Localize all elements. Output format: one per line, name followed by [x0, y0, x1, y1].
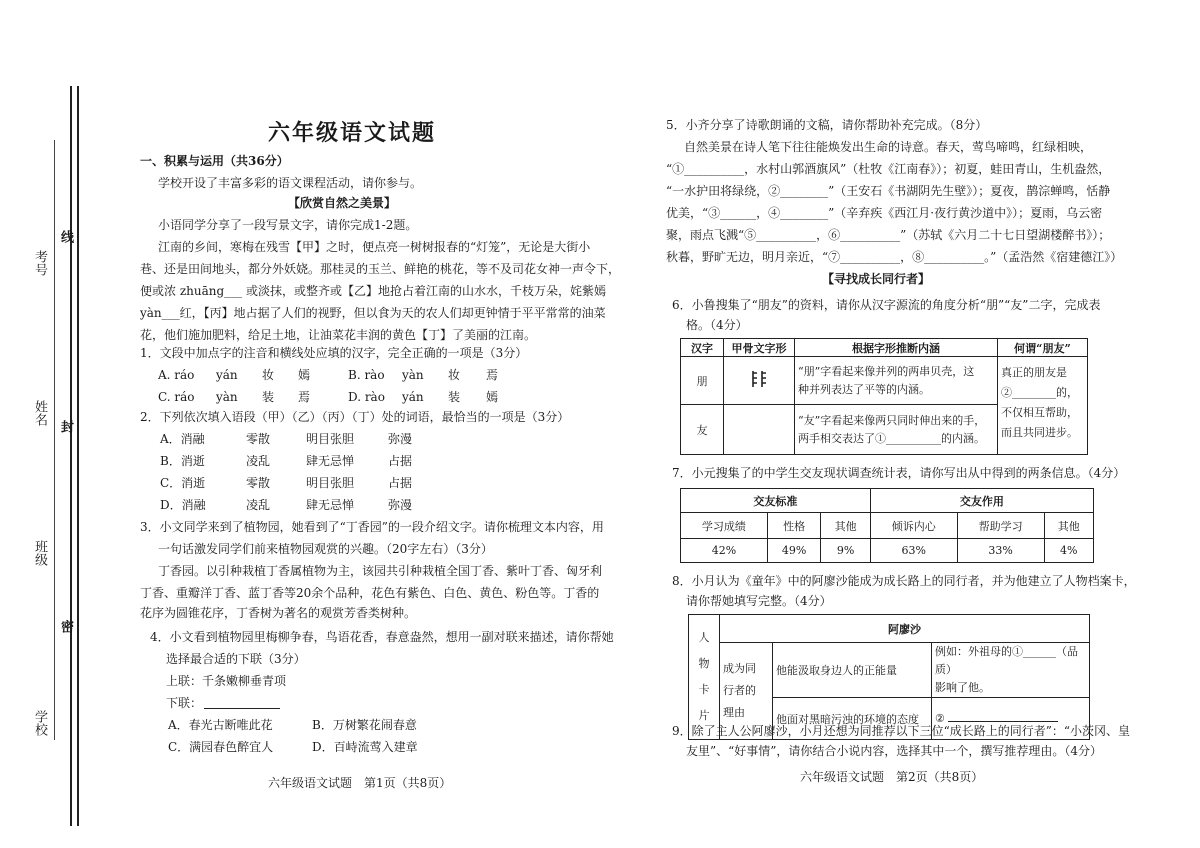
- q7-value: 42%: [681, 539, 768, 563]
- q5-line: “①__________，水村山郭酒旗风”（杜牧《江南春》）；初夏，蛙田青山，生机盎然，: [666, 162, 1111, 176]
- q8-card-table: [688, 614, 1090, 740]
- page-title: 六年级语文试题: [268, 120, 437, 146]
- binding-dashed-line: [54, 140, 55, 740]
- q5-line: 优美，“③______，④________”（辛弃疾《西江月·夜行黄沙道中》）；夏雨，乌云密: [666, 206, 1103, 220]
- q2-option-a-3: 明目张胆: [306, 432, 355, 446]
- q8-card-label-char: 卡: [698, 683, 710, 696]
- q7-group-function: 交友作用: [870, 489, 1093, 513]
- q3-text-line: 丁香、重瓣洋丁香、蓝丁香等20余个品种，花色有紫色、白色、黄色、粉色等。丁香的: [140, 586, 600, 600]
- q8-reason-label-line: 成为同: [723, 662, 756, 675]
- q5-stem: 5．小齐分享了诗歌朗诵的文稿，请你帮助补充完成。（8分）: [666, 118, 988, 132]
- q5-line: 聚，雨点飞溅“⑤__________，⑥__________”（苏轼《六月二十七日望湖楼醉书》）；: [666, 228, 1111, 242]
- q2-option-c-3: 明目张胆: [306, 476, 355, 490]
- q2-option-b-2: 凌乱: [246, 454, 271, 468]
- q7-header: 性格: [767, 513, 821, 539]
- binding-label-class: 班级: [32, 540, 47, 566]
- q8-reason-1: 他能汲取身边人的正能量: [773, 643, 932, 698]
- q1-option-b-4: 焉: [486, 368, 499, 382]
- q6-table: [680, 338, 1088, 455]
- q3-text-line: 花序为圆锥花序，丁香树为著名的观赏芳香类树种。: [140, 606, 417, 620]
- q8-answer-2-marker: ②: [935, 712, 945, 725]
- q9-line: 友里”、“好事情”，请你结合小说内容，选择其中一个，撰写推荐理由。（4分）: [686, 744, 1103, 758]
- q4-lower-couplet-label: 下联：: [166, 696, 203, 710]
- passage-lead: 小语同学分享了一段写景文字，请你完成1-2题。: [158, 218, 418, 232]
- passage-line: 江南的乡间，寒梅在残雪【甲】之时，便点亮一树树报春的“灯笼”，无论是大街小: [158, 240, 591, 254]
- q5-line: 秋暮，野旷无边，明月亲近，“⑦__________，⑧__________。”（孟浩然《宿建德江》）: [666, 250, 1123, 264]
- q2-option-a-4: 弥漫: [388, 432, 413, 446]
- q4-stem-line: 选择最合适的下联（3分）: [166, 652, 306, 666]
- page2-footer: 六年级语文试题 第2页（共8页）: [800, 770, 984, 784]
- q3-stem-line: 3．小文同学来到了植物园，她看到了“丁香园”的一段介绍文字。请你梳理文本内容，用: [140, 520, 604, 534]
- q1-option-a-3: 妆: [262, 368, 275, 382]
- q8-character-name: 阿廖沙: [720, 615, 1090, 643]
- q4-stem-line: 4．小文看到植物园里梅柳争春，鸟语花香，春意盎然，想用一副对联来描述，请你帮她: [150, 630, 614, 644]
- q3-stem-line: 一句话激发同学们前来植物园观赏的兴趣。（20字左右）（3分）: [158, 542, 493, 556]
- section1-intro: 学校开设了丰富多彩的语文课程活动，请你参与。: [158, 176, 423, 190]
- q2-option-a-1[interactable]: A．消融: [160, 432, 205, 446]
- oracle-peng-glyph-icon: [749, 368, 769, 390]
- q4-upper-couplet: 上联：千条嫩柳垂青项: [166, 674, 287, 688]
- q4-option-a[interactable]: A．春光古断唯此花: [168, 718, 273, 732]
- q6-meaning-line: 种并列表达了平等的内涵。: [798, 382, 930, 396]
- seal-mark-seal: 封: [58, 420, 73, 433]
- q7-stem: 7．小元搜集了的中学生交友现状调查统计表，请你写出从中得到的两条信息。（4分）: [672, 466, 1126, 480]
- q9-line: 9．除了主人公阿廖沙，小月还想为同推荐以下三位“成长路上的同行者”：“小茨冈、皇: [672, 724, 1131, 738]
- q4-option-c[interactable]: C．满园春色醉宜人: [168, 740, 274, 754]
- q4-answer-blank[interactable]: [204, 708, 280, 709]
- q7-header: 学习成绩: [681, 513, 768, 539]
- q6-friend-cell: [998, 357, 1088, 455]
- q6-header-friend: 何谓“朋友”: [998, 339, 1088, 357]
- q6-meaning-line: “朋”字看起来像并列的两串贝壳，这: [798, 364, 975, 378]
- q7-header: 帮助学习: [957, 513, 1044, 539]
- q3-text-line: 丁香园。以引种栽植丁香属植物为主，该园共引种栽植全国丁香、紫叶丁香、匈牙利: [158, 564, 603, 578]
- q6-oracle-peng: [724, 357, 795, 405]
- q4-option-d[interactable]: D．百峙流莺入建章: [312, 740, 418, 754]
- q2-option-c-1[interactable]: C．消逝: [160, 476, 206, 490]
- q6-header-meaning: 根据字形推断内涵: [795, 339, 998, 357]
- q7-group-standard: 交友标准: [681, 489, 871, 513]
- q5-line: “一水护田将绿绕，②________”（王安石《书湖阴先生壁》）；夏夜，鹊淙蝉鸣，恬静: [666, 184, 1111, 198]
- q8-answer-line[interactable]: 例如：外祖母的①______（品质）: [935, 645, 1078, 676]
- binding-label-school: 学校: [32, 710, 47, 736]
- q8-card-label-char: 人: [698, 631, 710, 644]
- q2-option-d-2: 凌乱: [246, 498, 271, 512]
- q2-option-b-3: 肆无忌惮: [306, 454, 355, 468]
- q7-value: 63%: [870, 539, 957, 563]
- sub-heading-companion: 【寻找成长同行者】: [822, 272, 931, 286]
- q7-value: 49%: [767, 539, 821, 563]
- q7-value: 33%: [957, 539, 1044, 563]
- q6-header-oracle: 甲骨文字形: [724, 339, 795, 357]
- passage-line: 巷、还是田间地头，都分外妖娆。那桂灵的玉兰、鲜艳的桃花，等不及司花女神一声令下，: [140, 262, 621, 276]
- q8-card-label-char: 片: [698, 709, 710, 722]
- q1-option-b-2: yàn: [402, 368, 424, 382]
- q2-option-d-1[interactable]: D．消融: [160, 498, 206, 512]
- q8-stem-line: 8．小月认为《童年》中的阿廖沙能成为成长路上的同行者，并为他建立了人物档案卡，: [672, 574, 1136, 588]
- q1-option-d-2: yán: [402, 390, 424, 404]
- q8-answer-line: 影响了他。: [935, 681, 990, 694]
- binding-label-exam-number: 考号: [32, 250, 47, 276]
- page1-footer: 六年级语文试题 第1页（共8页）: [268, 776, 452, 790]
- q7-value: 4%: [1044, 539, 1093, 563]
- q8-reason-2: 他面对黑暗污浊的环境的态度: [773, 698, 932, 740]
- q2-stem: 2．下列依次填入语段（甲）（乙）（丙）（丁）处的词语，最恰当的一项是（3分）: [140, 410, 570, 424]
- passage-line: yàn___红，【丙】地占据了人们的视野，但以食为天的农人们却更钟情于平平常常的油菜: [140, 306, 606, 320]
- q6-char-you: 友: [681, 405, 724, 455]
- q6-char-peng: 朋: [681, 357, 724, 405]
- q1-option-c-3: 装: [262, 390, 275, 404]
- passage-line: 便或浓 zhuāng___ 或淡抹，或整齐或【乙】地抢占着江南的山水水，千枝万朵，姹紫嫣: [140, 284, 606, 298]
- q7-header: 倾诉内心: [870, 513, 957, 539]
- q1-option-a-2: yán: [216, 368, 238, 382]
- q6-stem-line: 6．小鲁搜集了“朋友”的资料，请你从汉字源流的角度分析“朋”“友”二字，完成表: [672, 298, 1101, 312]
- sub-heading-nature: 【欣赏自然之美景】: [288, 196, 397, 210]
- q2-option-b-1[interactable]: B．消逝: [160, 454, 205, 468]
- q1-option-c-1[interactable]: C. ráo: [158, 390, 195, 404]
- q8-answer-2-blank[interactable]: [948, 721, 1058, 722]
- q1-stem: 1．文段中加点字的注音和横线处应填的汉字，完全正确的一项是（3分）: [140, 346, 528, 360]
- q7-header: 其他: [1044, 513, 1093, 539]
- q6-header-char: 汉字: [681, 339, 724, 357]
- q6-stem-line: 格。（4分）: [686, 318, 748, 332]
- binding-label-name: 姓名: [32, 400, 47, 426]
- section1-heading: 一、积累与运用（共36分）: [140, 154, 289, 168]
- binding-double-line-outer: [70, 86, 72, 826]
- q8-answer-1[interactable]: [932, 643, 1090, 698]
- q1-option-d-3: 装: [448, 390, 461, 404]
- q8-reason-label-line: 行者的: [723, 684, 756, 697]
- seal-mark-secret: 密: [58, 620, 73, 633]
- q6-oracle-you: [724, 405, 795, 455]
- q6-meaning-peng: [795, 357, 998, 405]
- q1-option-c-2: yàn: [216, 390, 238, 404]
- q1-option-d-1[interactable]: D. rào: [348, 390, 385, 404]
- q6-friend-line: 真正的朋友是: [1001, 366, 1067, 379]
- q8-reason-label-line: 理由: [723, 706, 745, 719]
- q6-meaning-line[interactable]: 两手相交表达了①__________的内涵。: [798, 431, 985, 445]
- q6-meaning-you: [795, 405, 998, 455]
- q8-stem-line: 请你帮她填写完整。（4分）: [686, 594, 832, 608]
- q1-option-a-4: 嫣: [298, 368, 311, 382]
- q6-friend-line: 而且共同进步。: [1001, 426, 1078, 439]
- q7-table: [680, 488, 1094, 563]
- q8-card-label: [689, 615, 720, 740]
- passage-line: 花，他们施加肥料，给足土地，让油菜花丰润的黄色【丁】了美丽的江南。: [140, 328, 537, 342]
- q7-header: 其他: [821, 513, 870, 539]
- q2-option-b-4: 占据: [388, 454, 413, 468]
- q5-line: 自然美景在诗人笔下往往能焕发出生命的诗意。春天，莺鸟啼鸣，红绿相映，: [684, 140, 1093, 154]
- q8-card-label-char: 物: [698, 657, 710, 670]
- q1-option-b-3: 妆: [448, 368, 461, 382]
- q6-friend-line[interactable]: ②________的，: [1001, 386, 1078, 399]
- q2-option-a-2: 零散: [246, 432, 271, 446]
- q7-value: 9%: [821, 539, 870, 563]
- q2-option-d-3: 肆无忌惮: [306, 498, 355, 512]
- q2-option-d-4: 弥漫: [388, 498, 413, 512]
- q2-option-c-2: 零散: [246, 476, 271, 490]
- q1-option-a-1[interactable]: A. ráo: [158, 368, 195, 382]
- binding-double-line-inner: [77, 86, 79, 826]
- q6-friend-line: 不仅相互帮助，: [1001, 406, 1078, 419]
- q1-option-d-4: 嫣: [486, 390, 499, 404]
- seal-mark-line: 线: [58, 230, 73, 243]
- q2-option-c-4: 占据: [388, 476, 413, 490]
- q6-meaning-line: “友”字看起来像两只同时伸出来的手，: [798, 413, 986, 427]
- q4-option-b[interactable]: B．万树繁花闹春意: [312, 718, 417, 732]
- q1-option-b-1[interactable]: B. rào: [348, 368, 385, 382]
- q1-option-c-4: 焉: [298, 390, 311, 404]
